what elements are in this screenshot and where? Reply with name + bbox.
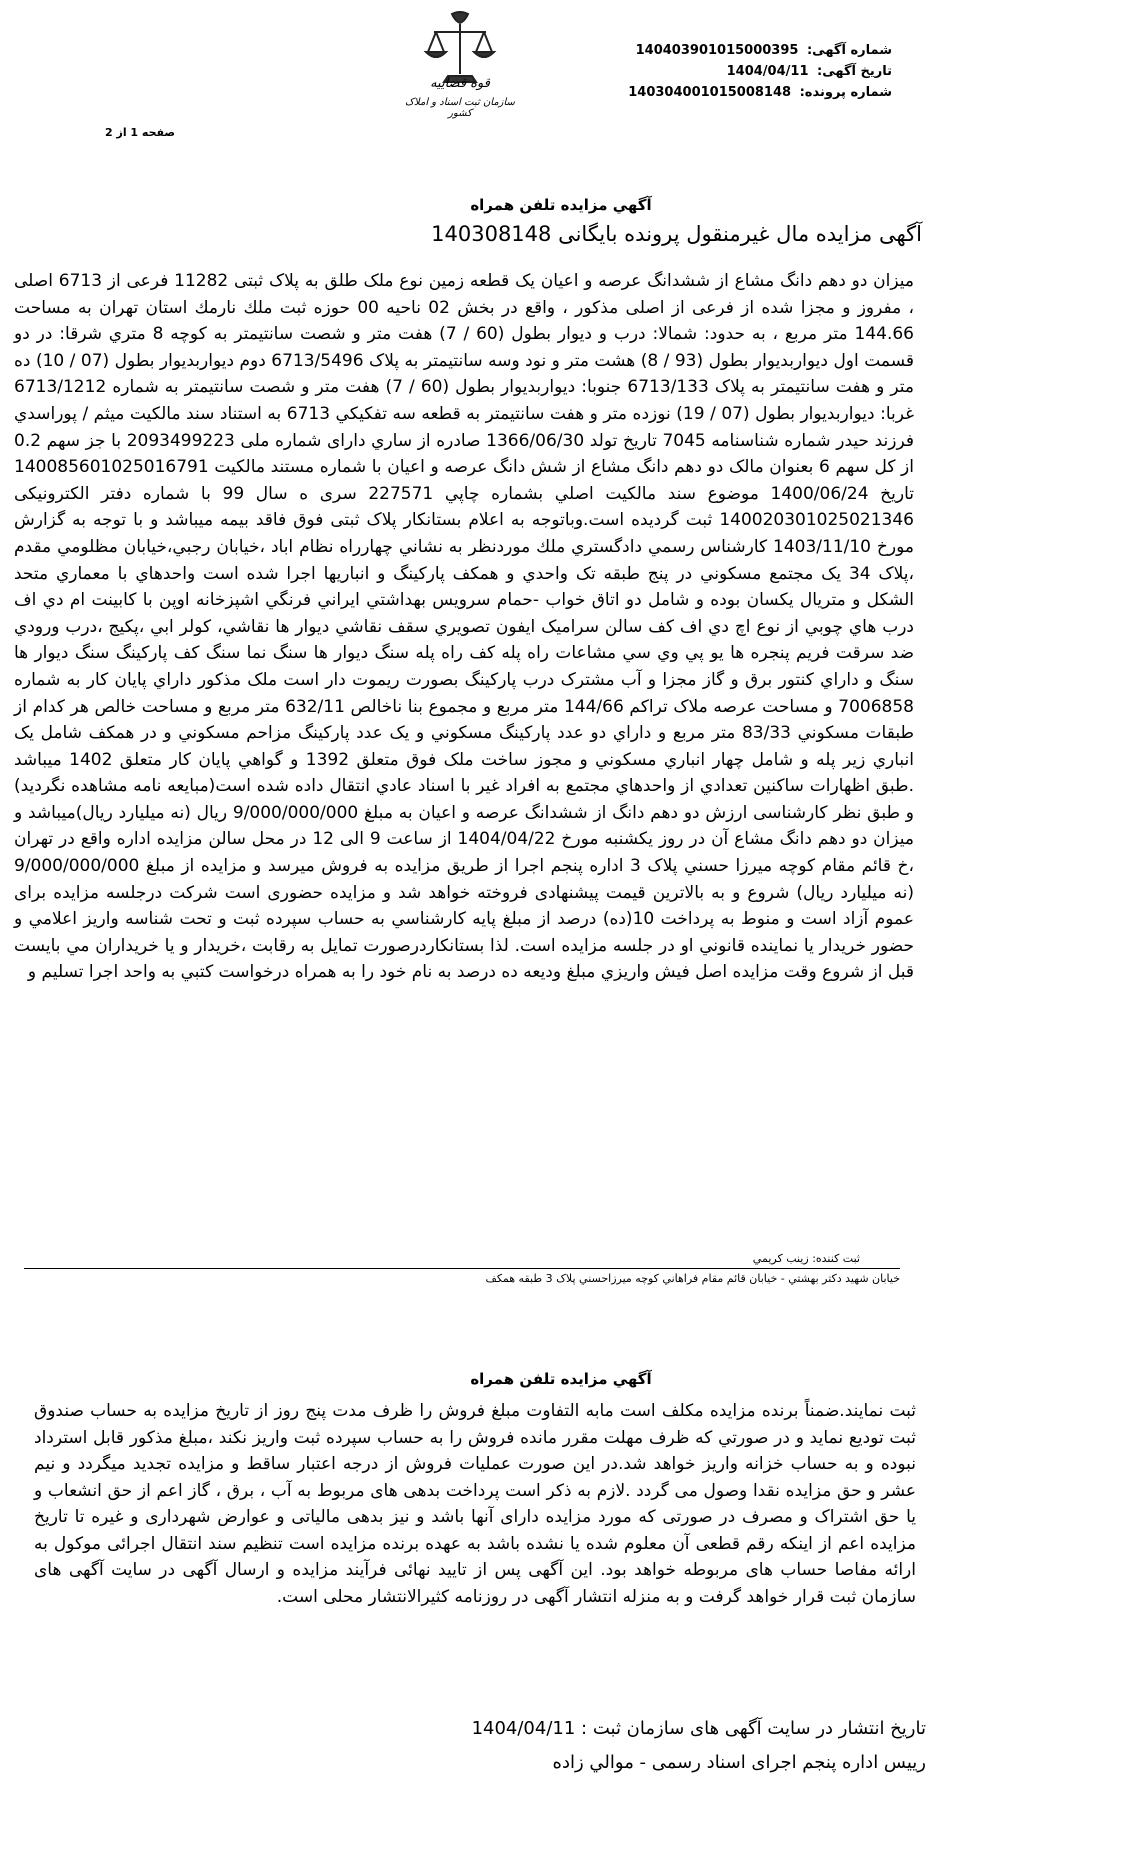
- publication-date: 1404/04/11: [471, 1718, 576, 1739]
- registrar-name: زينب كريمي: [752, 1252, 809, 1265]
- registrar-block: [24, 1252, 900, 1285]
- case-number-row: [592, 82, 892, 103]
- notice-subtitle: آگهی مزایده مال غیرمنقول پرونده بایگانی 140308148: [431, 222, 922, 246]
- notice-body-part-2: ثبت نمایند.ضمناً برنده مزایده مکلف است مابه التفاوت مبلغ فروش را ظرف مدت پنج روز از تاریخ مزایده به حساب صندوق ثبت تودیع نماید و در صورتي كه ظرف مهلت مقرر مانده فروش را به حساب سپرده ثبت واريز نكند ،مبلغ مذكور قابل استرداد نبوده و به حساب خزانه واريز خواهد شد.در این صورت عملیات فروش از درجه اعتبار ساقط و مزایده تجدید میگردد و نیم عشر و حق مزایده نقدا وصول می گردد .لازم به ذكر است پرداخت بدهی های مربوط به آب ، برق ، گاز اعم از حق انشعاب و یا حق اشتراک و مصرف در صورتی كه مورد مزایده دارای آنها باشد و نیز بدهی مالیاتی و عوارض شهرداری و غیره تا تاریخ مزایده اعم از اینكه رقم قطعی آن معلوم شده یا نشده باشد به عهده برنده مزایده است تنظیم سند انتقال اجرائی موكول به ارائه مفاصا حساب های مربوطه خواهد بود. این آگهی پس از تایید نهائی فرآیند مزایده و ارسال آگهی در سایت آگهی های سازمان ثبت قرار خواهد گرفت و به منزله انتشار آگهی در روزنامه کثیرالانتشار محلی است.: [34, 1401, 916, 1607]
- notice-title-2: آگهي مزايده تلفن همراه: [470, 1370, 652, 1388]
- registrar-divider: [24, 1268, 900, 1269]
- notice-date-label: تاریخ آگهی:: [817, 64, 892, 79]
- publication-date-row: [472, 1718, 926, 1739]
- judiciary-emblem: [400, 8, 520, 128]
- notice-number-row: [592, 40, 892, 61]
- notice-body-part-1: میزان دو دهم دانگ مشاع از ششدانگ عرصه و اعیان یک قطعه زمین نوع ملک طلق به پلاک ثبتی 11282 فرعی از 6713 اصلی ، مفروز و مجزا شده از فرعی از اصلی مذکور ، واقع در بخش 02 ناحیه 00 حوزه ثبت ملك نارمك استان تهران به مساحت 144.66 متر مربع ، به حدود: شمالا: درب و ديوار بطول (60 / 7) هفت متر و شصت سانتيمتر به كوچه 8 متري شرقا: در دو قسمت اول ديواربديوار بطول (93 / 8) هشت متر و نود وسه سانتيمتر به پلاک 6713/5496 دوم ديواربديوار بطول (07 / 10) ده متر و هفت سانتيمتر به پلاک 6713/133 جنوبا: ديواربديوار بطول (60 / 7) هفت متر و شصت سانتيمتر به شماره 6713/1212 غربا: ديواربديوار بطول (07 / 19) نوزده متر و هفت سانتيمتر به قطعه سه تفكيكي 6713 به استناد سند مالكيت ميثم / پوراسدي فرزند حيدر شماره شناسنامه 7045 تاريخ تولد 1366/06/30 صادره از ساري دارای شماره ملی 2093499223 با جز سهم 0.2 از کل سهم 6 بعنوان مالک دو دهم دانگ مشاع از شش دانگ عرصه و اعیان با شماره مستند مالكيت 140085601025016791 تاريخ 1400/06/24 موضوع سند مالكيت اصلي بشماره چاپي 227571 سری ه سال 99 با شماره دفتر الكترونيكی 140020301025021346 ثبت گرديده است.وباتوجه به اعلام بستانكار پلاک ثبتی فوق فاقد بيمه ميباشد و با توجه به گزارش مورخ 1403/11/10 كارشناس رسمي دادگستري ملك موردنظر به نشاني چهارراه نظام اباد ،خيابان رجبي،خيابان مظلومي مقدم ،پلاک 34 يک مجتمع مسكوني در پنج طبقه تک واحدي و همكف پاركينگ و انباريها اجرا شده است واحدهاي با معماري متحد الشكل و متريال يكسان بوده و شامل دو اتاق خواب -حمام سرويس بهداشتي ايراني فرنگي اشپزخانه اوپن با كابينت ام دي اف درب هاي چوبي از نوع اچ دي اف كف سالن سراميک ايفون تصويري سقف نقاشي ديوار ها نقاشي، كولر ابي ،پكيج ،درب ورودي ضد سرقت فريم پنجره ها يو پي وي سي مشاعات راه پله كف راه پله سنگ ديوار ها سنگ نما سنگ كف پاركينگ سنگ ديوار ها سنگ و داراي كنتور برق و گاز مجزا و آب مشترک درب پاركينگ بصورت ريموت دار است ملک مذكور داراي پايان كار به شماره 7006858 و مساحت عرصه ملاک تراكم 144/66 متر مربع و مجموع بنا ناخالص 632/11 متر مربع و مساحت خالص هر كدام از طبقات مسكوني 83/33 متر مربع و داراي دو عدد پاركينگ مسكوني و يک عدد پاركينگ مزاحم مسكوني و در همكف شامل يک انباري زير پله و شامل چهار انباري مسكوني و مجوز ساخت ملک فوق متعلق 1392 و گواهي پايان كار متعلق 1402 ميباشد .طبق اظهارات ساكنين تعدادي از واحدهاي مجتمع به افراد غير با اسناد عادي انتقال داده شده است(مبايعه نامه مشاهده نگرديد) و طبق نظر كارشناسی ارزش دو دهم دانگ از ششدانگ عرصه و اعیان به مبلغ 9/000/000/000 ريال (نه ميليارد ريال)ميباشد و ميزان دو دهم دانگ مشاع آن در روز یکشنبه مورخ 1404/04/22 از ساعت 9 الی 12 در محل سالن مزایده اداره واقع در تهران ،خ قائم مقام كوچه ميرزا حسني پلاک 3 اداره پنجم اجرا از طریق مزایده به فروش میرسد و مزایده از مبلغ 9/000/000/000 (نه میلیارد ریال) شروع و به بالاترین قیمت پیشنهادی فروخته خواهد شد و مزایده حضوری است شرکت درجلسه مزایده برای عموم آزاد است و منوط به پرداخت 10(ده) درصد از مبلغ پایه كارشناسي به حساب سپرده ثبت و تحت شناسه واريز اعلامي و حضور خريدار يا نماينده قانوني او در جلسه مزايده است. لذا بستانكاردرصورت تمايل به رقابت ،خريدار و يا خريداران مي بايست قبل از شروع وقت مزايده اصل فيش واريزي مبلغ وديعه ده درصد به نام خود را به همراه درخواست كتبي به واحد اجرا تسليم و: [14, 271, 915, 983]
- registrar-row: [24, 1252, 900, 1265]
- notice-number-label: شماره آگهی:: [806, 43, 892, 58]
- page-number: صفحه 1 از 2: [105, 126, 176, 139]
- registrar-address: خيابان شهيد دكتر بهشتي - خيابان قائم مقام فراهاني كوچه ميرزاحسني پلاک 3 طبقه همكف: [485, 1272, 900, 1285]
- case-number-label: شماره پرونده:: [799, 85, 892, 100]
- emblem-caption-1: قوه قضاییه: [430, 76, 490, 91]
- publication-date-label: تاریخ انتشار در سایت آگهی های سازمان ثبت :: [581, 1718, 926, 1739]
- emblem-caption: [394, 76, 526, 119]
- notice-meta: [592, 40, 892, 103]
- case-number: 140304001015008148: [628, 85, 792, 100]
- emblem-caption-2: سازمان ثبت اسناد و املاک کشور: [405, 97, 515, 119]
- notice-title: آگهي مزايده تلفن همراه: [470, 196, 652, 214]
- notice-date: 1404/04/11: [726, 64, 809, 79]
- signer: رییس اداره پنجم اجرای اسناد رسمی - موالي زاده: [552, 1752, 926, 1773]
- notice-number: 140403901015000395: [635, 43, 799, 58]
- notice-date-row: [592, 61, 892, 82]
- registrar-label: ثبت کننده:: [812, 1252, 860, 1265]
